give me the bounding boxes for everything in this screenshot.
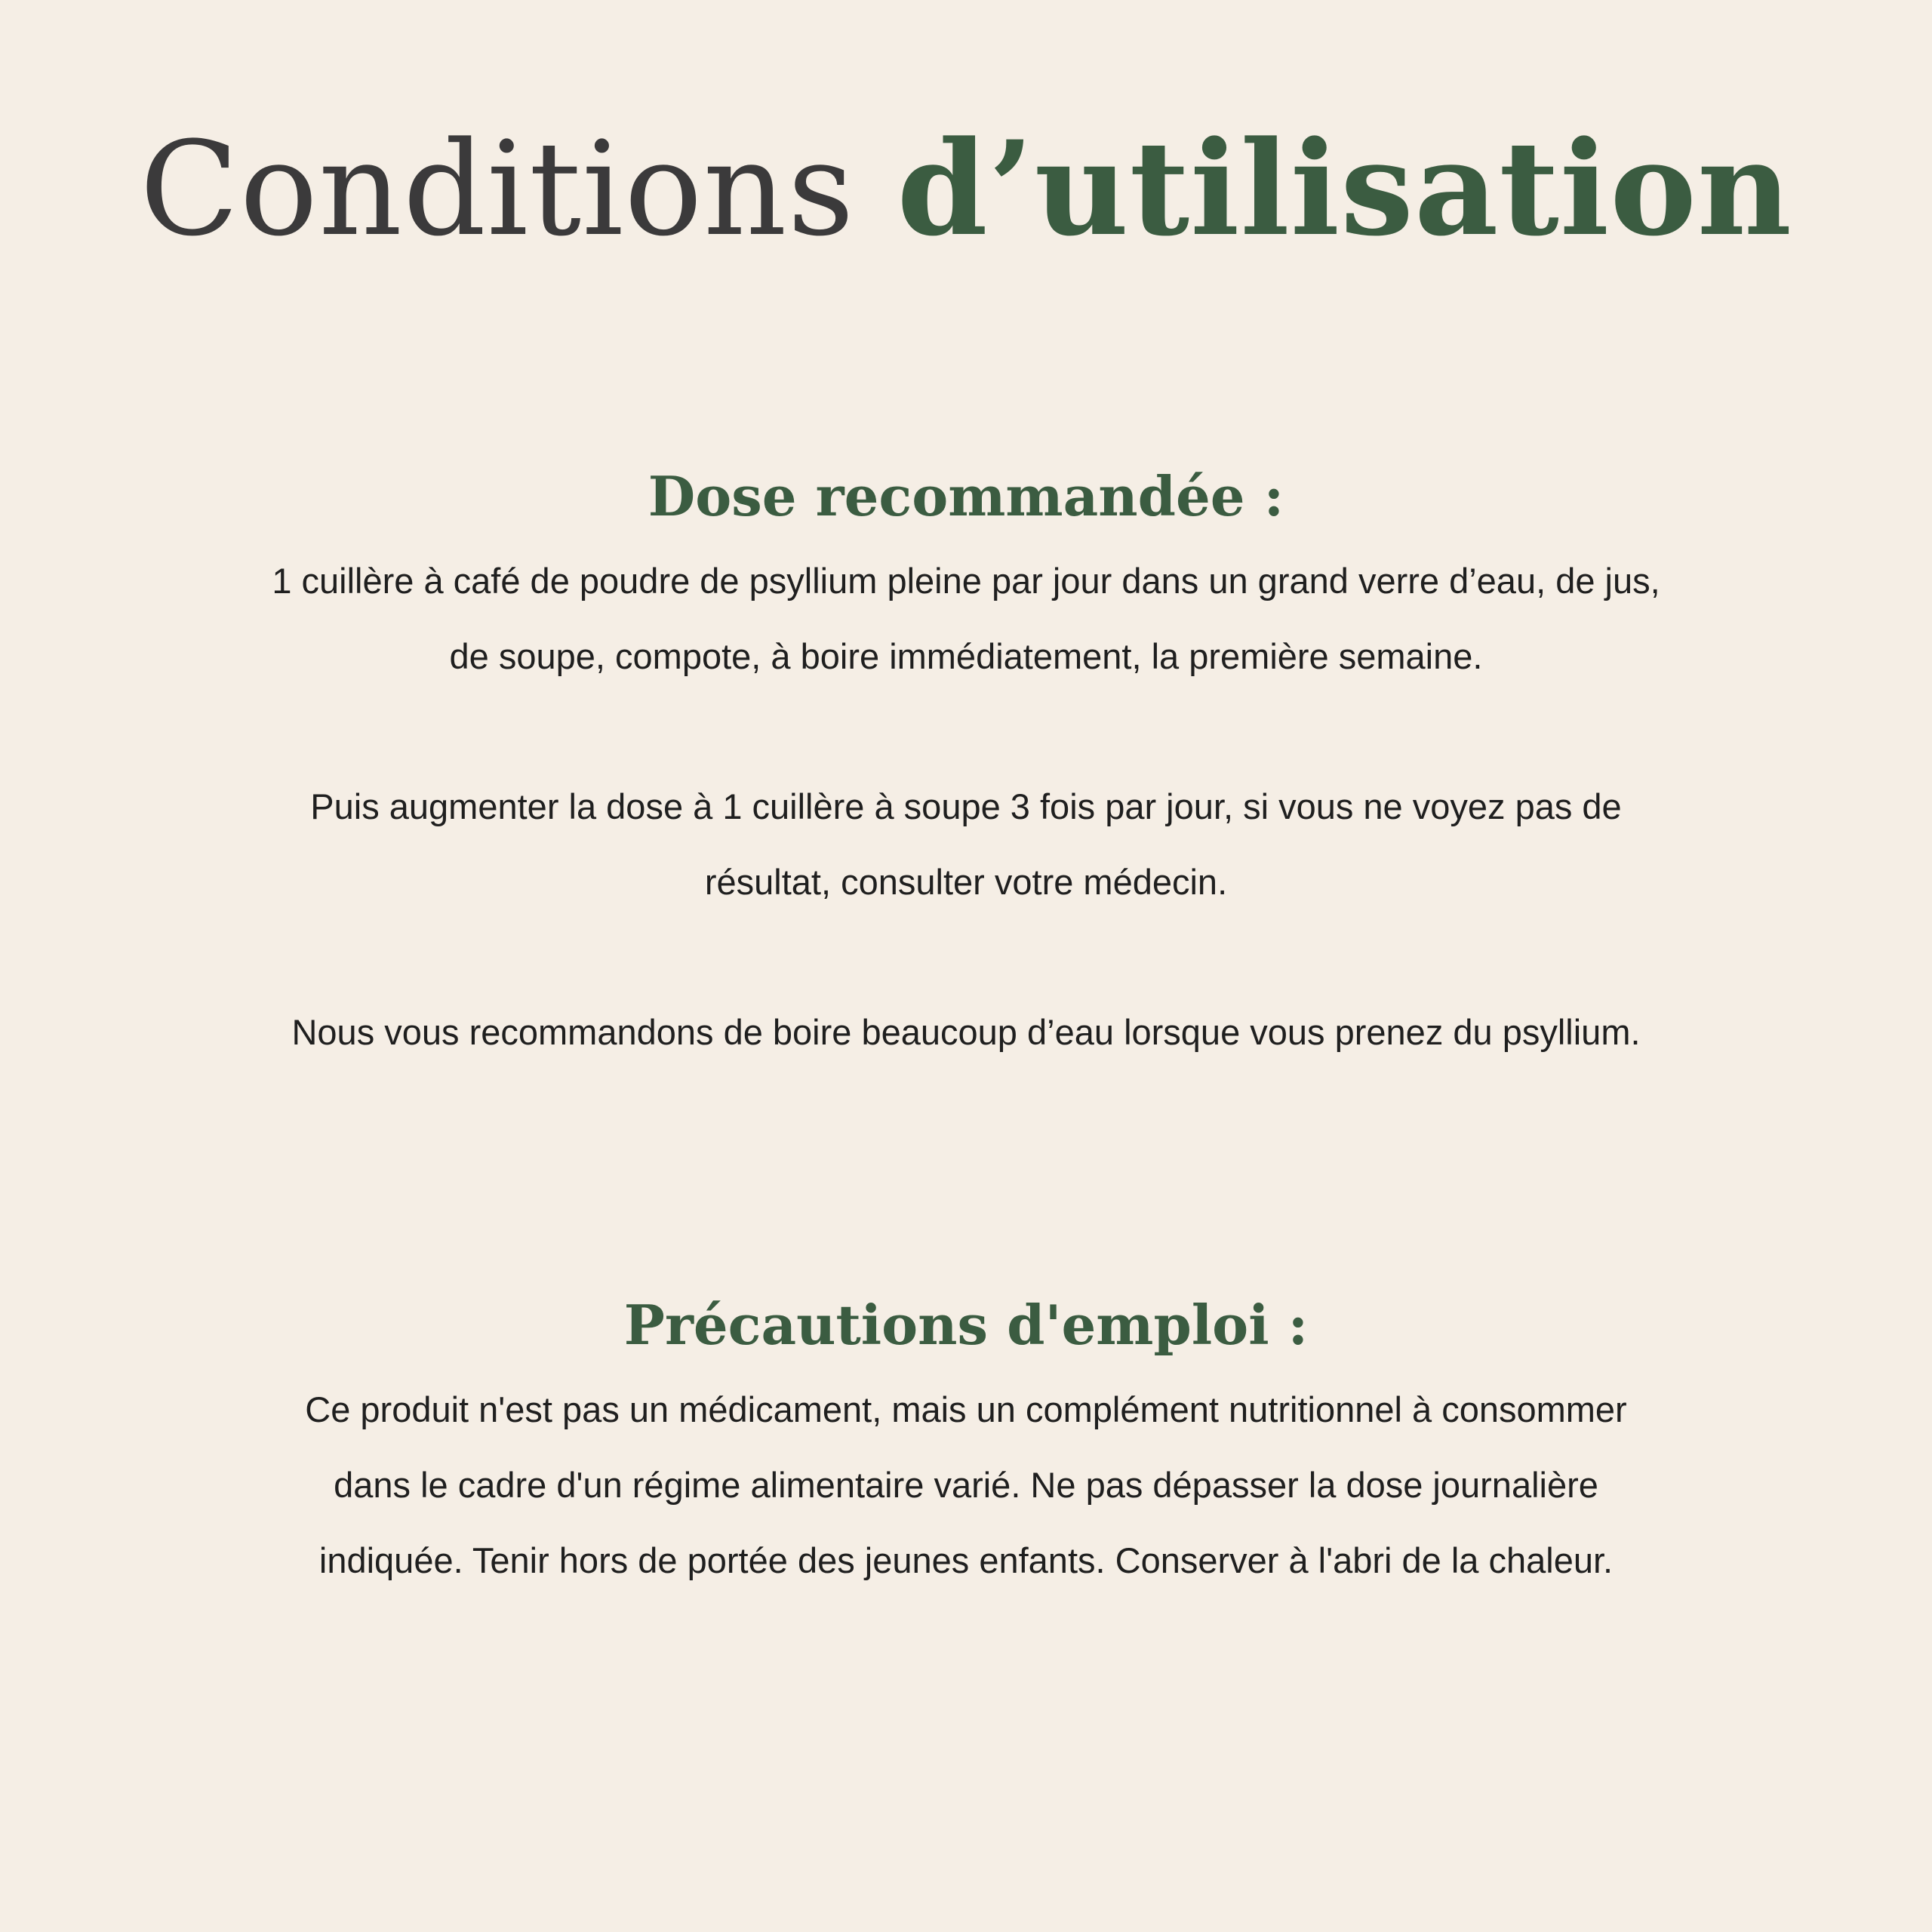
- precautions-heading: Précautions d'emploi :: [623, 1293, 1309, 1357]
- title-part-conditions: Conditions: [140, 113, 855, 265]
- dose-paragraph-3: [121, 995, 1811, 1070]
- precautions-paragraph-line-2: dans le cadre d'un régime alimentaire varié. Ne pas dépasser la dose journalière: [334, 1465, 1598, 1505]
- page-title: [0, 106, 1932, 272]
- dose-paragraph-1-line-2: de soupe, compote, à boire immédiatement, la première semaine.: [449, 636, 1483, 676]
- precautions-paragraph: [121, 1372, 1811, 1598]
- title-part-utilisation: d’utilisation: [897, 112, 1792, 265]
- dose-heading: Dose recommandée :: [648, 464, 1284, 528]
- dose-paragraph-1-line-1: 1 cuillère à café de poudre de psyllium pleine par jour dans un grand verre d’eau, de jus,: [272, 561, 1660, 601]
- dose-paragraph-2-line-1: Puis augmenter la dose à 1 cuillère à soupe 3 fois par jour, si vous ne voyez pas de: [310, 786, 1622, 826]
- dose-paragraph-2: [121, 769, 1811, 920]
- dose-paragraph-1: [121, 543, 1811, 694]
- dose-paragraph-3-line-1: Nous vous recommandons de boire beaucoup d’eau lorsque vous prenez du psyllium.: [291, 1012, 1641, 1052]
- precautions-paragraph-line-3: indiquée. Tenir hors de portée des jeunes enfants. Conserver à l'abri de la chaleur.: [318, 1540, 1614, 1580]
- precautions-paragraph-line-1: Ce produit n'est pas un médicament, mais un complément nutritionnel à consommer: [305, 1389, 1627, 1429]
- dose-paragraph-2-line-2: résultat, consulter votre médecin.: [704, 862, 1228, 902]
